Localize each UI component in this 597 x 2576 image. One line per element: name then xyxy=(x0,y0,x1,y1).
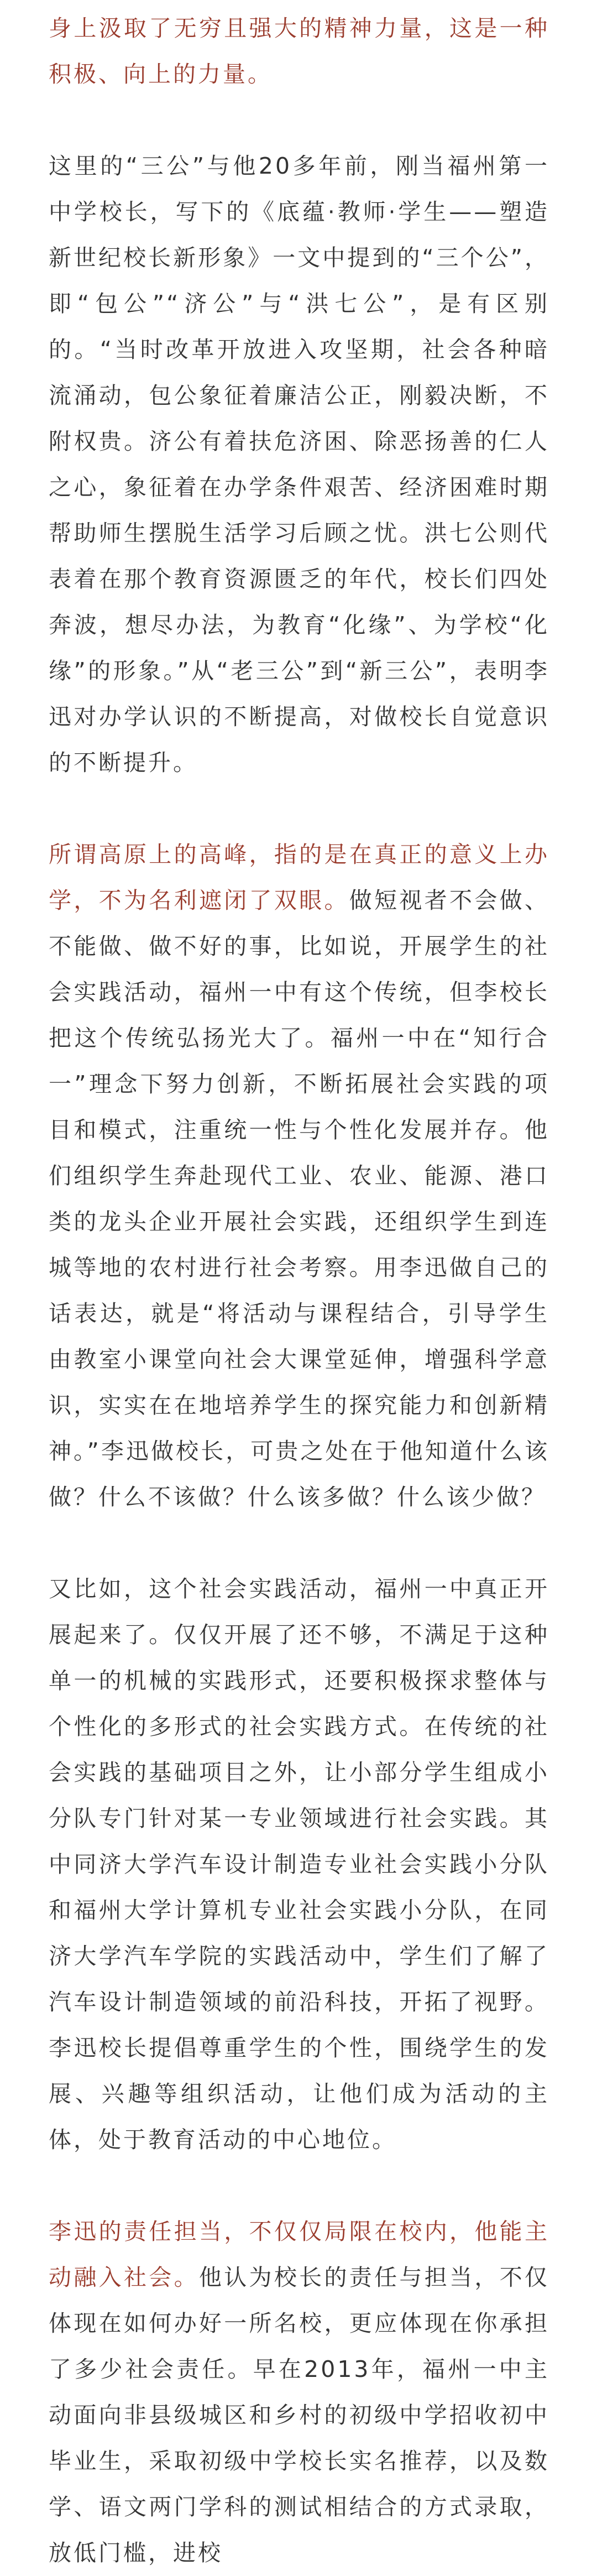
paragraph-3-highlight: 所谓高原上的高峰，指的是在真正的意义上办学，不为名利遮闭了双眼。 xyxy=(49,841,549,914)
paragraph-1 xyxy=(49,0,549,97)
paragraph-5-highlight: 李迅的责任担当，不仅仅局限在校内，他能主动融入社会。 xyxy=(49,2218,549,2291)
paragraph-5 xyxy=(49,2209,549,2576)
paragraph-5-text: 他认为校长的责任与担当，不仅体现在如何办好一所名校，更应体现在你承担了多少社会责任。早在2013年，福州一中主动面向非县级城区和乡村的初级中学招收初中毕业生，采取初级中学校长实名推荐，以及数学、语文两门学科的测试相结合的方式录取，放低门槛，进校 xyxy=(49,2264,550,2566)
paragraph-3 xyxy=(49,832,549,1520)
paragraph-4-text: 又比如，这个社会实践活动，福州一中真正开展起来了。仅仅开展了还不够，不满足于这种单一的机械的实践形式，还要积极探求整体与个性化的多形式的社会实践方式。在传统的社会实践的基础项目之外，让小部分学生组成小分队专门针对某一专业领域进行社会实践。其中同济大学汽车设计制造专业社会实践小分队和福州大学计算机专业社会实践小分队，在同济大学汽车学院的实践活动中，学生们了解了汽车设计制造领域的前沿科技，开拓了视野。李迅校长提倡尊重学生的个性，围绕学生的发展、兴趣等组织活动，让他们成为活动的主体，处于教育活动的中心地位。 xyxy=(49,1576,549,2153)
paragraph-2-text: 这里的“三公”与他20多年前，刚当福州第一中学校长，写下的《底蕴·教师·学生——塑造新世纪校长新形象》一文中提到的“三个公”，即“包公”“济公”与“洪七公”，是有区别的。“当时改革开放进入攻坚期，社会各种暗流涌动，包公象征着廉洁公正，刚毅决断，不附权贵。济公有着扶危济困、除恶扬善的仁人之心，象征着在办学条件艰苦、经济困难时期帮助师生摆脱生活学习后顾之忧。洪七公则代表着在那个教育资源匮乏的年代，校长们四处奔波，想尽办法，为教育“化缘”、为学校“化缘”的形象。”从“老三公”到“新三公”，表明李迅对办学认识的不断提高，对做校长自觉意识的不断提升。 xyxy=(49,153,549,776)
paragraph-1-highlight: 身上汲取了无穷且强大的精神力量，这是一种积极、向上的力量。 xyxy=(49,15,549,87)
paragraph-4 xyxy=(49,1566,549,2163)
paragraph-2 xyxy=(49,143,549,786)
paragraph-3-text: 做短视者不会做、不能做、做不好的事，比如说，开展学生的社会实践活动，福州一中有这个传统，但李校长把这个传统弘扬光大了。福州一中在“知行合一”理念下努力创新，不断拓展社会实践的项目和模式，注重统一性与个性化发展并存。他们组织学生奔赴现代工业、农业、能源、港口类的龙头企业开展社会实践，还组织学生到连城等地的农村进行社会考察。用李迅做自己的话表达，就是“将活动与课程结合，引导学生由教室小课堂向社会大课堂延伸，增强科学意识，实实在在地培养学生的探究能力和创新精神。”李迅做校长，可贵之处在于他知道什么该做？什么不该做？什么该多做？什么该少做？ xyxy=(49,887,550,1510)
